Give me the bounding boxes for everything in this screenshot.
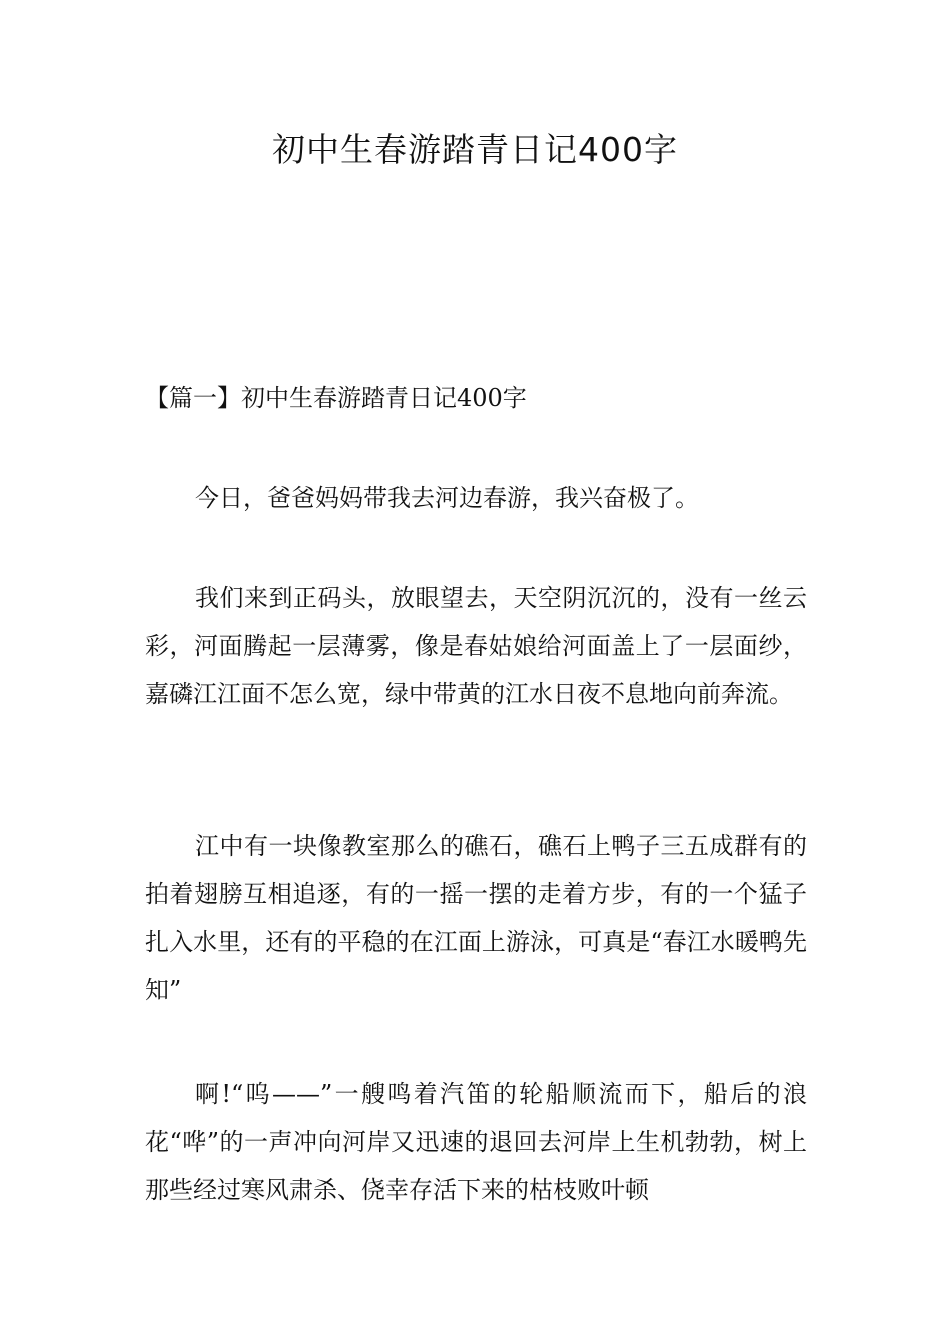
section-heading: 【篇一】初中生春游踏青日记400字 xyxy=(145,384,527,412)
paragraph-1: 今日，爸爸妈妈带我去河边春游，我兴奋极了。 xyxy=(195,484,699,512)
paragraph-3: 江中有一块像教室那么的礁石，礁石上鸭子三五成群有的拍着翅膀互相追逐，有的一摇一摆的走着方步，有的一个猛子扎入水里，还有的平稳的在江面上游泳，可真是“春江水暖鸭先知” xyxy=(145,832,807,1004)
paragraph-4: 啊!“呜——”一艘鸣着汽笛的轮船顺流而下，船后的浪花“哗”的一声冲向河岸又迅速的退回去河岸上生机勃勃，树上那些经过寒风肃杀、侥幸存活下来的枯枝败叶顿 xyxy=(145,1080,807,1204)
document-title: 初中生春游踏青日记400字 xyxy=(272,130,678,169)
paragraph-2: 我们来到正码头，放眼望去，天空阴沉沉的，没有一丝云彩，河面腾起一层薄雾，像是春姑娘给河面盖上了一层面纱，嘉磷江江面不怎么宽，绿中带黄的江水日夜不息地向前奔流。 xyxy=(145,584,807,708)
